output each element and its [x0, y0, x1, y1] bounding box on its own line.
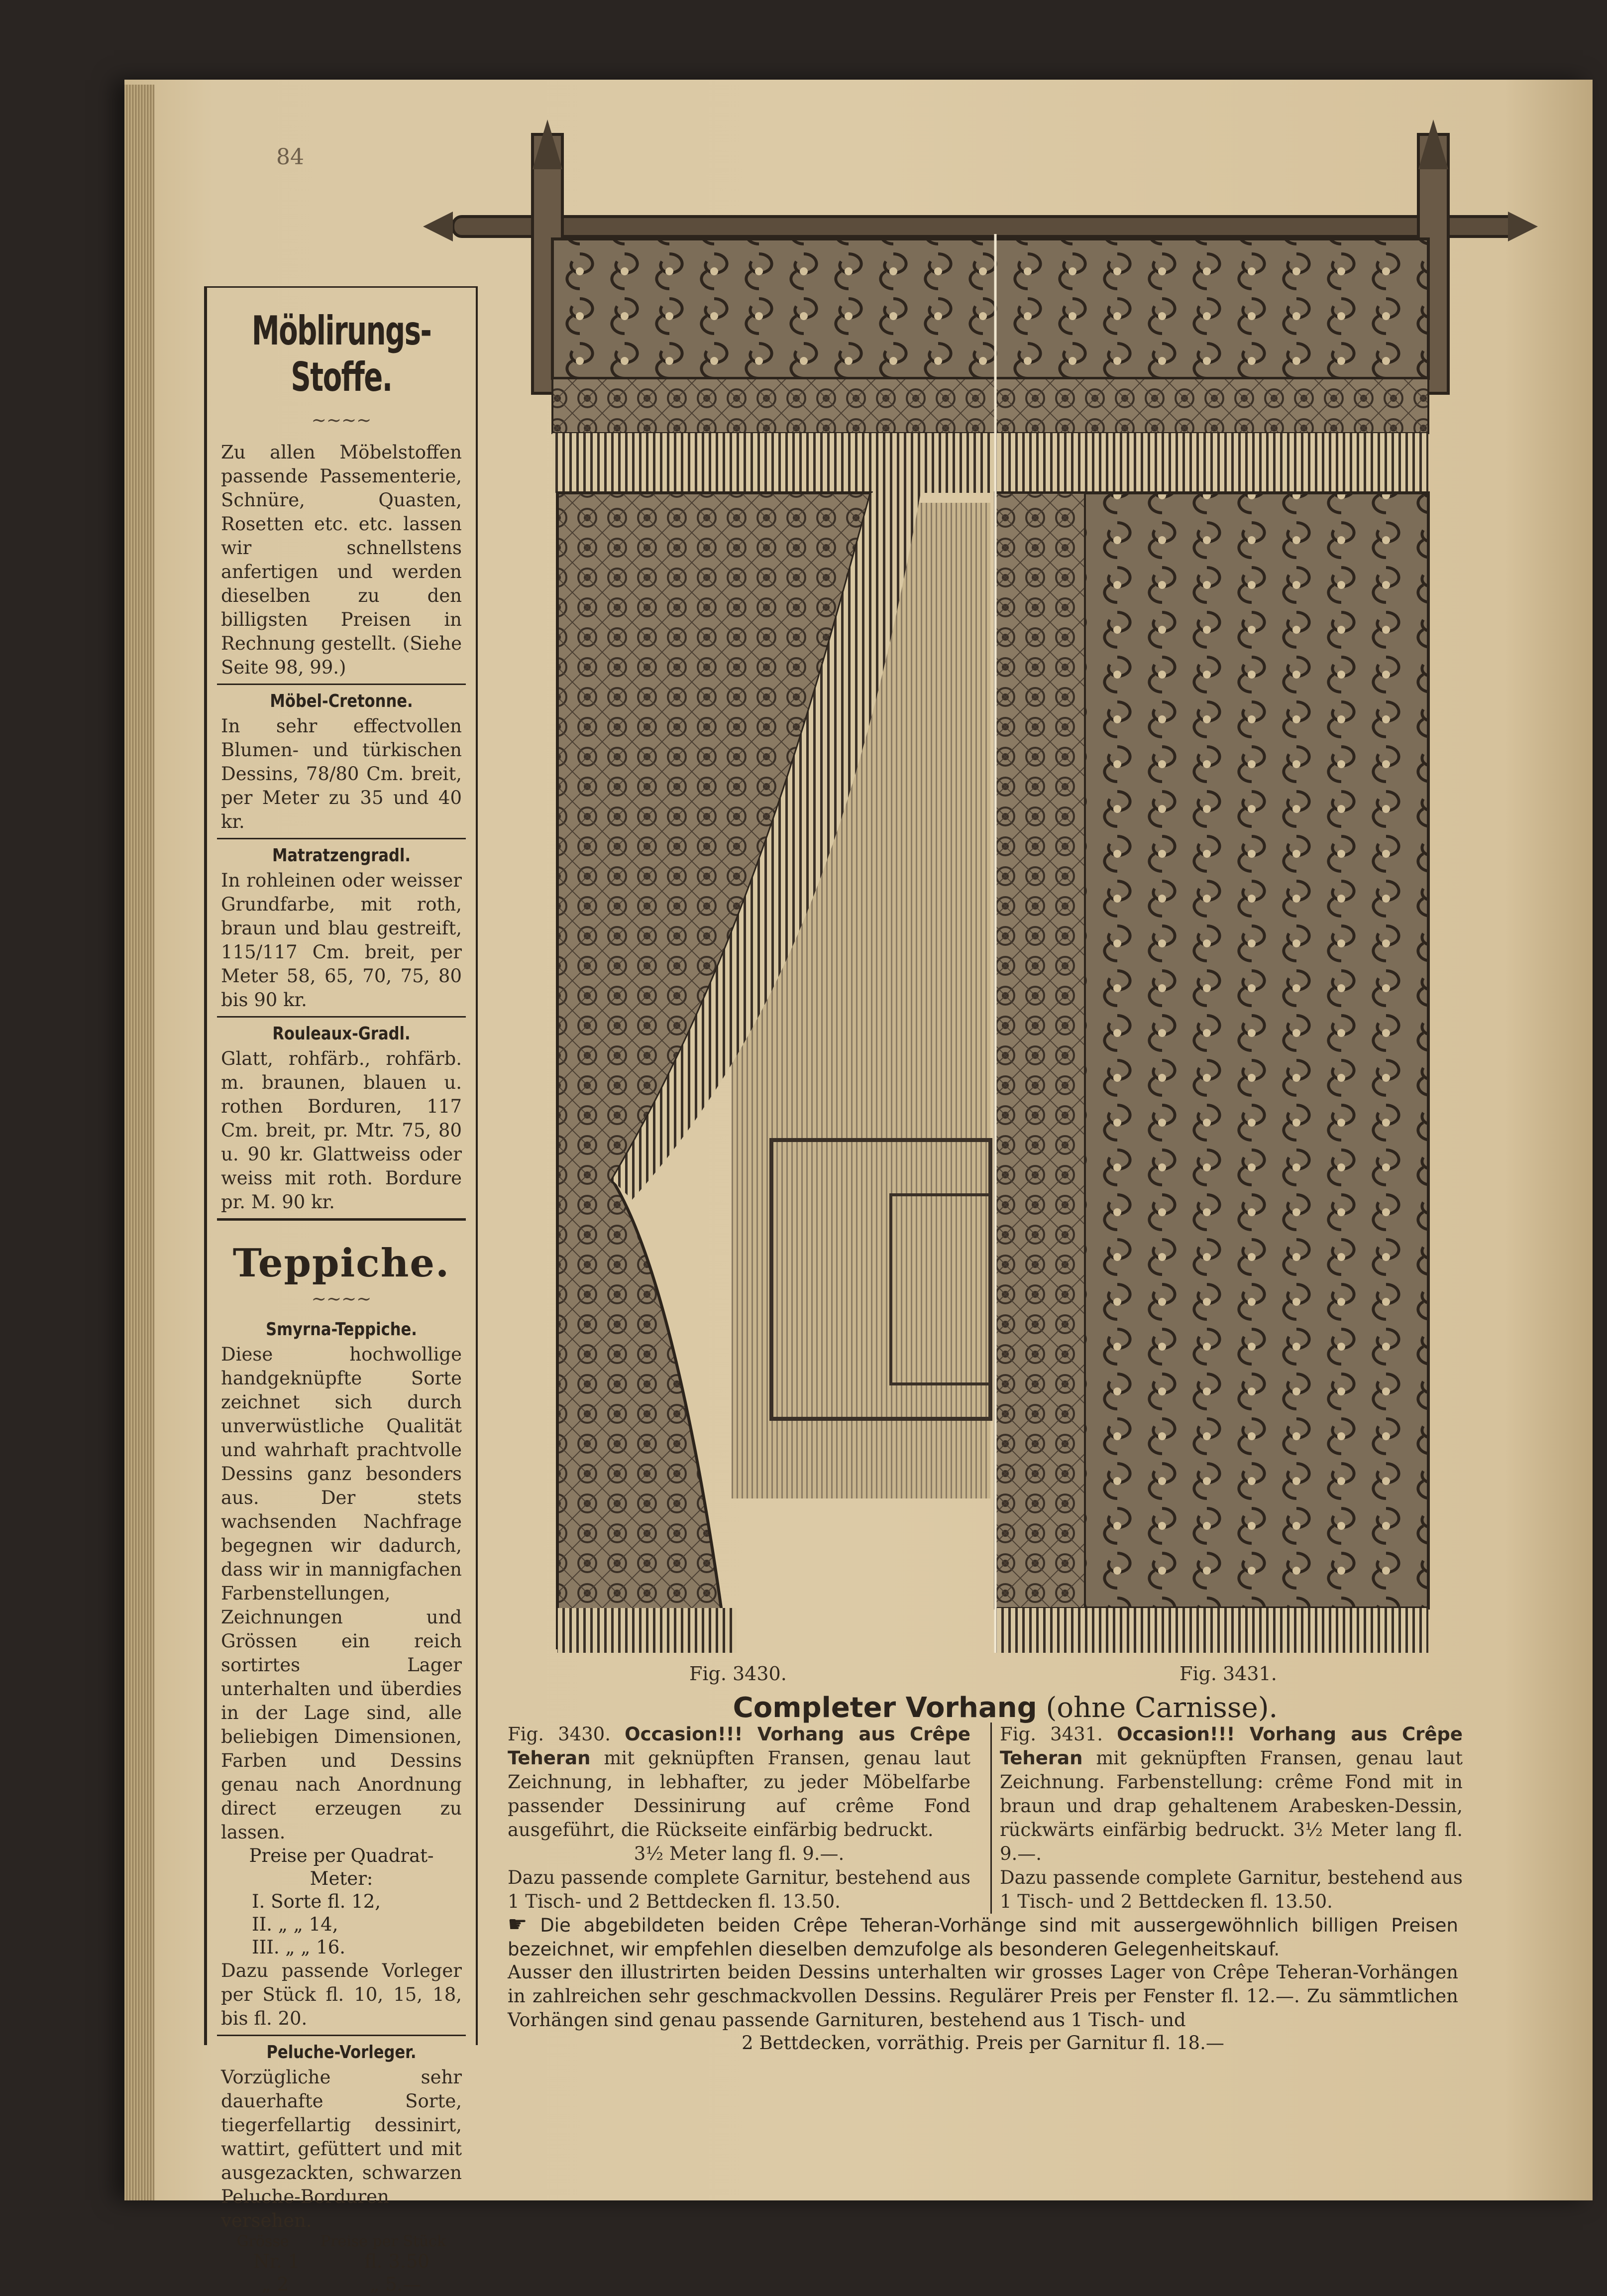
- row-price: fl. 3.50: [364, 2251, 429, 2272]
- bottom-title-rest: (ohne Carnisse).: [1046, 1692, 1278, 1724]
- price-heading: Preise per Quadrat-Meter:: [249, 1845, 434, 1889]
- divider: [217, 2035, 466, 2036]
- row-size: „ 2: [261, 2274, 289, 2295]
- cretonne-heading: Möbel-Cretonne.: [270, 691, 413, 711]
- bottom-title-bold: Completer Vorhang: [733, 1692, 1037, 1724]
- left-extra: Dazu passende complete Garnitur, bestehend aus 1 Tisch- und 2 Bettdecken fl. 13.50.: [508, 1867, 970, 1912]
- page-edges: [124, 85, 154, 2200]
- right-fig-ref: Fig. 3431.: [1000, 1723, 1103, 1745]
- peluche-heading: Peluche-Vorleger.: [266, 2042, 417, 2063]
- right-description: [990, 1722, 1463, 1914]
- rouleaux-text: Glatt, rohfärb., rohfärb. m. braunen, blauen u. rothen Borduren, 117 Cm. breit, pr. Mtr. 75, 80 u. 90 kr. Glattweiss oder weiss mit roth. Bordure pr. M. 90 kr.: [221, 1048, 462, 1213]
- pointing-hand-icon: ☛: [508, 1912, 528, 1937]
- left-fig-ref: Fig. 3430.: [508, 1723, 611, 1745]
- peluche-row: [207, 2273, 476, 2296]
- smyrna-heading: Smyrna-Teppiche.: [266, 1319, 417, 1340]
- row-size: Nr. 1: [253, 2251, 300, 2272]
- price-1: I. Sorte fl. 12,: [252, 1891, 381, 1912]
- row-price: „ 5.—: [370, 2274, 422, 2295]
- ornament: ~~~~: [311, 1289, 372, 1309]
- peluche-row: [207, 2250, 476, 2273]
- price-3: III. „ „ 16.: [252, 1937, 346, 1958]
- right-extra: Dazu passende complete Garnitur, bestehend aus 1 Tisch- und 2 Bettdecken fl. 13.50.: [1000, 1867, 1463, 1912]
- rouleaux-heading: Rouleaux-Gradl.: [272, 1024, 411, 1044]
- sidebar-title: Möblirungs-Stoffe.: [251, 308, 431, 400]
- left-price: 3½ Meter lang fl. 9.—.: [634, 1843, 845, 1864]
- right-text: mit geknüpften Fransen, genau laut Zeichnung. Farbenstellung: crême Fond mit in braun und drap gehaltenem Arabesken-Dessin, rückwärts einfärbig bedruckt. 3½ Meter lang fl. 9.—.: [1000, 1747, 1463, 1864]
- left-description: [508, 1722, 970, 1914]
- smyrna-text: Diese hochwollige handgeknüpfte Sorte zeichnet sich durch unverwüstliche Qualität und wahrhaft prachtvolle Dessins ganz besonders aus. Der stets wachsenden Nachfrage begegnen wir dadurch, dass wir in mannigfachen Farbenstellungen, Zeichnungen und Grössen ein reich sortirtes Lager unterhalten und überdies in der Lage sind, alle beliebigen Dimensionen, Farben und Dessins genau nach Anordnung direct erzeugen zu lassen.: [221, 1344, 462, 1843]
- col-price: Preise per Stück: [320, 2233, 446, 2250]
- matratzen-heading: Matratzengradl.: [272, 845, 411, 866]
- ornament: ~~~~: [311, 410, 372, 431]
- fig-caption-3431: Fig. 3431.: [1179, 1663, 1277, 1685]
- matratzen-text: In rohleinen oder weisser Grundfarbe, mit roth, braun und blau gestreift, 115/117 Cm. breit, per Meter 58, 65, 70, 75, 80 bis 90 kr.: [221, 870, 462, 1011]
- left-text: mit geknüpften Fransen, genau laut Zeichnung, in lebhafter, zu jeder Möbelfarbe passender Dessinirung auf crême Fond ausgeführt, die Rückseite einfärbig bedruckt.: [508, 1747, 970, 1840]
- note-text: Die abgebildeten beiden Crêpe Teheran-Vorhänge sind mit aussergewöhnlich billigen Preisen bezeichnet, wir empfehlen dieselben demzufolge als besonderen Gelegenheitskauf.: [508, 1915, 1459, 1960]
- fig-caption-3430: Fig. 3430.: [689, 1663, 787, 1685]
- left-offer: Occasion!!! Vorhang aus Crêpe Teheran: [508, 1723, 971, 1769]
- garnitur-price: 2 Bettdecken, vorräthig. Preis per Garnitur fl. 18.—: [742, 2032, 1224, 2054]
- right-offer: Occasion!!! Vorhang aus Crêpe Teheran: [1000, 1723, 1463, 1769]
- cretonne-text: In sehr effectvollen Blumen- und türkischen Dessins, 78/80 Cm. breit, per Meter zu 35 und 40 kr.: [221, 715, 462, 832]
- teppiche-title: Teppiche.: [232, 1241, 450, 1286]
- peluche-text: Vorzügliche sehr dauerhafte Sorte, tiegerfellartig dessinirt, wattirt, gefüttert und mit ausgezackten, schwarzen Peluche-Borduren versehen.: [221, 2066, 462, 2231]
- intro-text: Zu allen Möbelstoffen passende Passementerie, Schnüre, Quasten, Rosetten etc. etc. lassen wir schnellstens anfertigen und werden dieselben zu den billigsten Preisen in Rechnung gestellt. (Siehe Seite 98, 99.): [221, 442, 462, 678]
- curtain-illustration: [423, 115, 1538, 1668]
- vorleger-text: Dazu passende Vorleger per Stück fl. 10, 15, 18, bis fl. 20.: [221, 1960, 462, 2029]
- assortment-text: Ausser den illustrirten beiden Dessins unterhalten wir grosses Lager von Crêpe Teheran-Vorhängen in zahlreichen sehr geschmackvollen Dessins. Regulärer Preis per Fenster fl. 12.—. Zu sämmtlichen Vorhängen sind genau passende Garnituren, bestehend aus 1 Tisch- und: [508, 1961, 1458, 2031]
- price-2: II. „ „ 14,: [252, 1914, 338, 1935]
- page-number: 84: [276, 144, 304, 170]
- bottom-title: [508, 1692, 1503, 1724]
- col-size: Grösse: [236, 2233, 289, 2250]
- special-offer-note: [508, 1913, 1458, 1961]
- peluche-table-head: [207, 2233, 476, 2250]
